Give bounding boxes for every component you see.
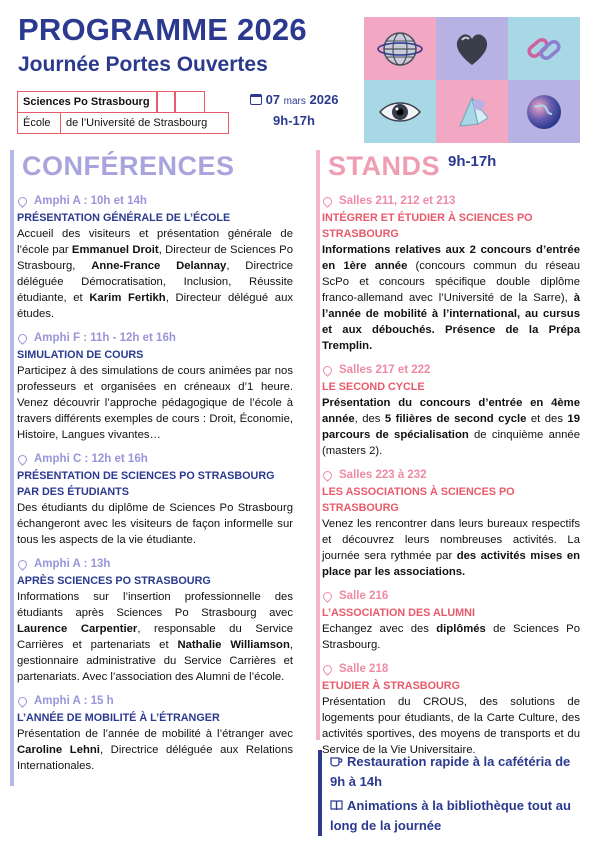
- location-pin-icon: [321, 364, 334, 377]
- stand-item: [322, 467, 580, 580]
- date-year: 2026: [309, 92, 339, 107]
- location-pin-icon: [321, 663, 334, 676]
- speaker-name: Emmanuel Droit: [71, 244, 159, 256]
- stand-title: ETUDIER À STRASBOURG: [322, 680, 460, 692]
- stand-location: Salle 218: [339, 663, 389, 675]
- location-pin-icon: [321, 195, 334, 208]
- speaker-name: Caroline Lehni: [17, 744, 100, 756]
- stands-divider: [316, 150, 320, 740]
- location-pin-icon: [321, 590, 334, 603]
- conference-title: L’ANNÉE DE MOBILITÉ À L’ÉTRANGER: [17, 712, 220, 724]
- location-pin-icon: [321, 469, 334, 482]
- conference-location: Amphi F : 11h - 12h et 16h: [34, 332, 176, 344]
- stand-title: L’ASSOCIATION DES ALUMNI: [322, 607, 475, 619]
- extra-info-bar: [318, 750, 322, 836]
- conference-location: Amphi C : 12h et 16h: [34, 453, 148, 465]
- institution-school: École: [17, 112, 61, 134]
- conference-title: APRÈS SCIENCES PO STRASBOURG: [17, 575, 211, 587]
- stand-title: LE SECOND CYCLE: [322, 381, 425, 393]
- conference-description: Présentation de l’année de mobilité à l’étranger avec Caroline Lehni, Directrice déléguée aux Relations Internationales.: [17, 728, 293, 772]
- stands-hours: 9h-17h: [448, 153, 497, 170]
- stand-location: Salles 217 et 222: [339, 364, 431, 376]
- conference-location: Amphi A : 10h et 14h: [34, 195, 147, 207]
- stand-item: [322, 588, 580, 653]
- stand-title: INTÉGRER ET ÉTUDIER À SCIENCES PO STRASBOURG: [322, 212, 533, 240]
- conference-item: [17, 330, 293, 443]
- speaker-name: Anne-France Delannay: [91, 260, 227, 272]
- location-pin-icon: [16, 558, 29, 571]
- stand-location: Salle 216: [339, 590, 389, 602]
- extra-info-box: [318, 750, 580, 836]
- stand-description: Venez les rencontrer dans leurs bureaux respectifs et découvrez leurs nombreuses activités. La journée sera rythmée par des activités mises en place par les associations.: [322, 518, 580, 578]
- conference-item: [17, 451, 293, 548]
- stands-list: [322, 193, 580, 766]
- institution-name: Sciences Po Strasbourg: [17, 91, 157, 113]
- speaker-name: Nathalie Williamson: [177, 639, 290, 651]
- speaker-name: Karim Fertikh: [89, 292, 166, 304]
- conference-description: Des étudiants du diplôme de Sciences Po Strasbourg échangeront avec les visiteurs de façon informelle sur tous les aspects de la vie étudiante.: [17, 502, 293, 546]
- stand-location: Salles 211, 212 et 213: [339, 195, 456, 207]
- stand-description: Présentation du concours d’entrée en 4ème année, des 5 filières de second cycle et des 19 parcours de spécialisation de cinquième année (masters 2).: [322, 397, 580, 457]
- stands-heading: STANDS: [328, 151, 441, 181]
- stand-title: LES ASSOCIATIONS À SCIENCES PO STRASBOURG: [322, 486, 515, 514]
- conference-title: SIMULATION DE COURS: [17, 349, 144, 361]
- location-pin-icon: [16, 695, 29, 708]
- calendar-icon: [250, 94, 262, 105]
- event-hours: 9h-17h: [273, 113, 315, 128]
- conference-description: Informations sur l’insertion professionnelle des étudiants après Sciences Po Strasbourg avec Laurence Carpentier, responsable du Service Carrières et partenariats et Nathalie Williamson, gestionnaire administrative du Service Carrières et partenariats. Avec l’association des Alumni de l’école.: [17, 591, 294, 683]
- stand-description: Informations relatives aux 2 concours d’entrée en 1ère année (concours commun du réseau ScPo et concours spécifique double diplôme franco-allemand avec l’Université de la Sarre), à l’année de mobilité à l’international, au cursus et aux débouchés. Présence de la Prépa Tremplin.: [322, 244, 580, 352]
- stand-description: Echangez avec des diplômés de Sciences Po Strasbourg.: [322, 623, 580, 651]
- conference-location: Amphi A : 15 h: [34, 695, 114, 707]
- conference-description: Accueil des visiteurs et présentation générale de l’école par Emmanuel Droit, Directeur de Sciences Po Strasbourg, Anne-France Delannay, Directrice déléguée Démocratisation, Inclusion, Réussite étudiante, et Karim Fertikh, Directeur délégué aux études.: [17, 228, 294, 320]
- date-month: mars: [283, 96, 306, 107]
- conference-description: Participez à des simulations de cours animées par nos professeurs et organisées en créneaux d’1 heure. Venez découvrir l’approche pédagogique de l’école à travers différents exemples de cours : Droit, Économie, Histoire, Langues vivantes…: [17, 365, 293, 441]
- coffee-cup-icon: [330, 755, 343, 767]
- institution-university: de l’Université de Strasbourg: [60, 112, 229, 134]
- conference-title: PRÉSENTATION GÉNÉRALE DE L’ÉCOLE: [17, 212, 231, 224]
- institution-box: [17, 91, 229, 135]
- conference-title: PRÉSENTATION DE SCIENCES PO STRASBOURG PAR DES ÉTUDIANTS: [17, 470, 275, 498]
- date-day: 07: [265, 92, 281, 107]
- conference-location: Amphi A : 13h: [34, 558, 111, 570]
- pyramid-icon: [436, 80, 508, 143]
- eye-icon: [364, 80, 436, 143]
- page-title: PROGRAMME 2026: [18, 12, 307, 47]
- stand-item: [322, 193, 580, 354]
- conference-item: [17, 556, 293, 685]
- page-subtitle: Journée Portes Ouvertes: [18, 53, 268, 76]
- stand-location: Salles 223 à 232: [339, 469, 427, 481]
- conference-item: [17, 193, 293, 322]
- location-pin-icon: [16, 453, 29, 466]
- conferences-divider: [10, 150, 14, 786]
- conference-item: [17, 693, 293, 774]
- stand-item: [322, 661, 580, 758]
- location-pin-icon: [16, 195, 29, 208]
- animations-info: Animations à la bibliothèque tout au long de la journée: [330, 798, 571, 833]
- stand-description: Présentation du CROUS, des solutions de logements pour étudiants, de la Carte Culture, des activités sportives, des moyens de transports et du Service de la Vie Universitaire.: [322, 696, 580, 756]
- event-date: [241, 91, 347, 131]
- institution-box-cell: [175, 91, 205, 113]
- institution-box-cell: [157, 91, 175, 113]
- conferences-heading: CONFÉRENCES: [22, 151, 235, 181]
- book-icon: [330, 799, 343, 811]
- illustration-grid: [364, 17, 580, 143]
- globe-icon: [364, 17, 436, 80]
- speaker-name: Laurence Carpentier: [17, 623, 138, 635]
- heart-icon: [436, 17, 508, 80]
- stand-item: [322, 362, 580, 459]
- location-pin-icon: [16, 332, 29, 345]
- conferences-list: [17, 193, 293, 782]
- planet-icon: [508, 80, 580, 143]
- restauration-info: Restauration rapide à la cafétéria de 9h à 14h: [330, 754, 571, 789]
- chain-link-icon: [508, 17, 580, 80]
